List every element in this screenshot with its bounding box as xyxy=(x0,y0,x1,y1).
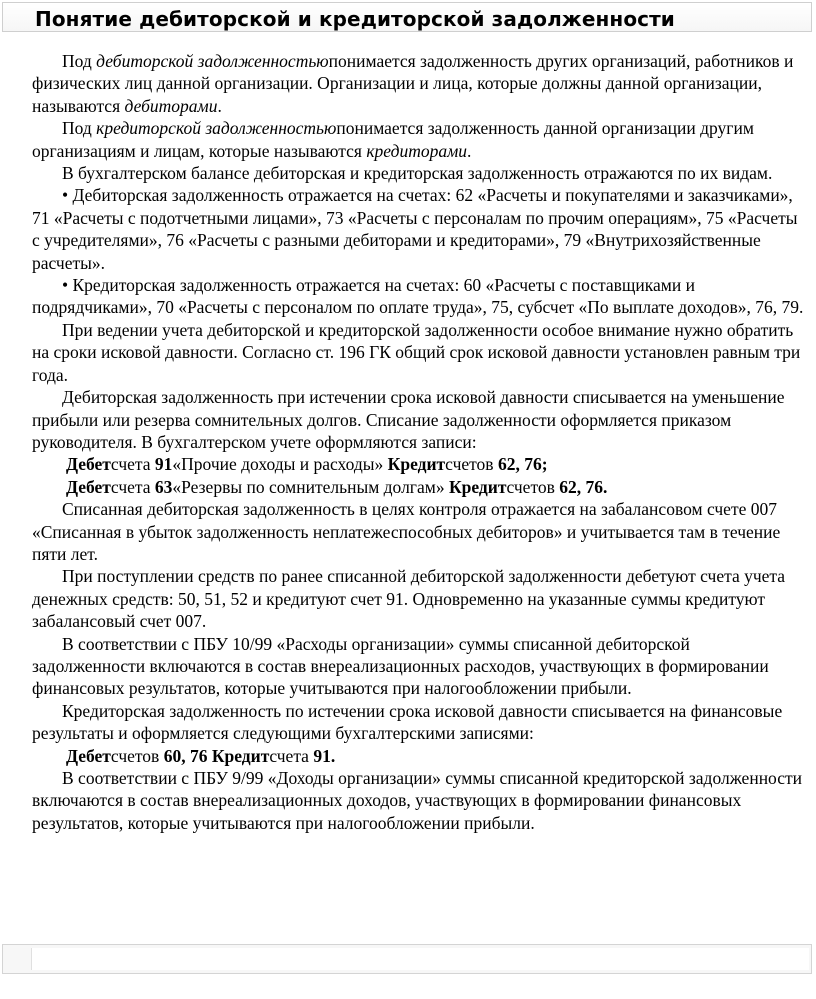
bottom-bar-field xyxy=(31,948,809,970)
paragraph-pbu-9-99: В соответствии с ПБУ 9/99 «Доходы организации» суммы списанной кредиторской задолженности включаются в состав внереализационных доходов, участвующих в формировании финансовых результатов, которые учитываются при налогообложении прибыли. xyxy=(32,768,803,833)
term-debtors: дебиторами xyxy=(124,95,218,116)
paragraph-debtor-definition: Под дебиторской задолженностьюпонимается задолженность других организаций, работников и физических лиц данной организации. Организации и лица, которые должны данной организации, называются дебиторами. xyxy=(32,51,794,116)
paragraph-creditor-writeoff: Кредиторская задолженность по истечении срока исковой давности списывается на финансовые результаты и оформляется следующими бухгалтерскими записями: xyxy=(32,700,783,744)
term-creditors: кредиторами xyxy=(366,140,468,161)
paragraph-writeoff: Дебиторская задолженность при истечении срока исковой давности списывается на уменьшение прибыли или резерва сомнительных долгов. Списание задолженности оформляется приказом руководителя. В бухгалтерском учете оформляются записи: xyxy=(32,387,785,452)
paragraph-recovery: При поступлении средств по ранее списанной дебиторской задолженности дебетуют счета учета денежных средств: 50, 51, 52 и кредитуют счет 91. Одновременно на указанные суммы кредитуют забалансовый счет 007. xyxy=(32,566,786,632)
paragraph-offbalance: Списанная дебиторская задолженность в целях контроля отражается на забалансовом счете 007 «Списанная в убыток задолженность неплатежеспособных дебиторов» и учитывается там в течение пяти лет. xyxy=(32,499,781,564)
bullet-debtor-accounts: • Дебиторская задолженность отражается на счетах: 62 «Расчеты и покупателями и заказчиками», 71 «Расчеты с подотчетными лицами», 73 «Расчеты с персоналам по прочим операциям», 75 «Расчеты с учредителями», 76 «Расчеты с разными дебиторами и кредиторами», 79 «Внутрихозяйственные расчеты». xyxy=(32,185,798,273)
journal-entry-3: Дебетсчетов 60, 76 Кредитсчета 91. xyxy=(66,745,336,766)
journal-entry-2: Дебетсчета 63«Резервы по сомнительным долгам» Кредитсчетов 62, 76. xyxy=(66,476,608,497)
paragraph-creditor-definition: Под кредиторской задолженностьюпонимается задолженность данной организации другим организациям и лицам, которые называются кредиторами. xyxy=(32,118,754,161)
term-creditor-debt: кредиторской задолженностью xyxy=(96,118,337,139)
term-debtor-debt: дебиторской задолженностью xyxy=(96,51,329,71)
bottom-bar xyxy=(2,944,812,974)
bullet-creditor-accounts: • Кредиторская задолженность отражается на счетах: 60 «Расчеты с поставщиками и подрядчиками», 70 «Расчеты с персоналом по оплате труда», 75, субсчет «По выплате доходов», 76, 79. xyxy=(32,275,804,318)
journal-entry-1: Дебетсчета 91«Прочие доходы и расходы» Кредитсчетов 62, 76; xyxy=(66,454,548,475)
paragraph-balance: В бухгалтерском балансе дебиторская и кредиторская задолженность отражаются по их видам. xyxy=(62,163,773,184)
paragraph-limitation-period: При ведении учета дебиторской и кредиторской задолженности особое внимание нужно обратить на сроки исковой давности. Согласно ст. 196 ГК общий срок исковой давности установлен равным три года. xyxy=(32,319,801,385)
document-body xyxy=(32,50,804,834)
paragraph-pbu-10-99: В соответствии с ПБУ 10/99 «Расходы организации» суммы списанной дебиторской задолженности включаются в состав внереализационных расходов, участвующих в формировании финансовых результатов, которые учитываются при налогообложении прибыли. xyxy=(32,633,769,699)
title-bar xyxy=(2,2,812,32)
page-title: Понятие дебиторской и кредиторской задолженности xyxy=(35,7,675,31)
